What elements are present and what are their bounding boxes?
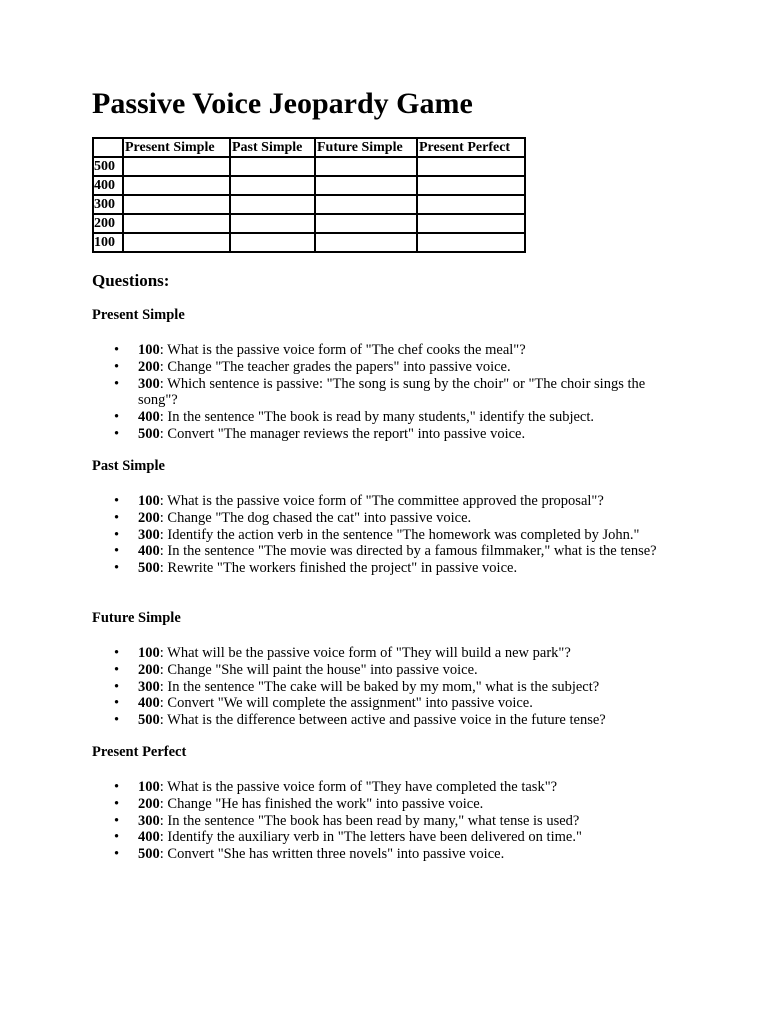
points-label: 200 xyxy=(138,358,160,375)
questions-heading: Questions: xyxy=(92,271,170,290)
list-item xyxy=(92,342,678,359)
board-row xyxy=(93,176,525,195)
bullet-icon: • xyxy=(114,661,120,678)
question-list xyxy=(92,645,692,729)
question-text: : Change "She will paint the house" into passive voice. xyxy=(159,661,478,678)
section-heading: Present Simple xyxy=(92,307,185,323)
board-cell xyxy=(315,176,417,195)
points-label: 400 xyxy=(138,829,160,846)
bullet-icon: • xyxy=(114,678,120,695)
board-cell xyxy=(417,157,525,176)
bullet-icon: • xyxy=(114,493,120,509)
board-cell xyxy=(315,233,417,252)
page-title: Passive Voice Jeopardy Game xyxy=(92,87,473,120)
list-item xyxy=(92,779,678,796)
board-cell xyxy=(230,176,315,195)
board-row xyxy=(93,214,525,233)
bullet-icon: • xyxy=(114,645,120,661)
section-present-simple xyxy=(92,307,692,443)
bullet-icon: • xyxy=(114,779,120,795)
list-item xyxy=(92,712,678,729)
points-label: 100 xyxy=(138,779,160,795)
bullet-icon: • xyxy=(114,526,120,543)
points-label: 400 xyxy=(138,409,160,426)
row-label-400: 400 xyxy=(93,176,123,195)
question-text: : What will be the passive voice form of "They will build a new park"? xyxy=(159,645,571,661)
section-past-simple xyxy=(92,458,692,577)
question-text: : Identify the auxiliary verb in "The letters have been delivered on time." xyxy=(159,829,582,846)
question-text: : Change "He has finished the work" into passive voice. xyxy=(159,795,484,812)
bullet-icon: • xyxy=(114,425,120,442)
question-text: : What is the passive voice form of "The chef cooks the meal"? xyxy=(159,342,526,358)
question-text: : In the sentence "The cake will be baked by my mom," what is the subject? xyxy=(159,678,600,695)
question-text: : Change "The dog chased the cat" into passive voice. xyxy=(159,509,472,526)
bullet-icon: • xyxy=(114,358,120,375)
row-label-100: 100 xyxy=(93,233,123,252)
points-label: 300 xyxy=(138,375,160,392)
question-text: : Change "The teacher grades the papers" into passive voice. xyxy=(159,358,511,375)
section-heading: Future Simple xyxy=(92,610,181,626)
bullet-icon: • xyxy=(114,846,120,863)
bullet-icon: • xyxy=(114,560,120,577)
section-future-simple xyxy=(92,610,692,729)
question-text: : What is the passive voice form of "The committee approved the proposal"? xyxy=(159,493,604,509)
points-label: 200 xyxy=(138,795,160,812)
question-text: : Convert "She has written three novels" into passive voice. xyxy=(159,846,505,863)
row-label-500: 500 xyxy=(93,157,123,176)
question-text: : What is the difference between active and passive voice in the future tense? xyxy=(159,712,606,729)
board-cell xyxy=(230,214,315,233)
board-cell xyxy=(230,195,315,214)
board-row xyxy=(93,195,525,214)
board-row xyxy=(93,157,525,176)
list-item xyxy=(92,510,678,527)
question-text: : Rewrite "The workers finished the project" in passive voice. xyxy=(159,560,518,577)
list-item xyxy=(92,645,678,662)
board-cell xyxy=(417,195,525,214)
bullet-icon: • xyxy=(114,543,120,560)
question-text: : Identify the action verb in the sentence "The homework was completed by John." xyxy=(159,526,640,543)
question-text: : In the sentence "The book has been read by many," what tense is used? xyxy=(159,812,580,829)
list-item xyxy=(92,359,678,376)
bullet-icon: • xyxy=(114,409,120,426)
points-label: 300 xyxy=(138,812,160,829)
board-cell xyxy=(230,157,315,176)
board-cell xyxy=(315,195,417,214)
bullet-icon: • xyxy=(114,695,120,712)
bullet-icon: • xyxy=(114,829,120,846)
list-item xyxy=(92,560,678,577)
column-header-future-simple: Future Simple xyxy=(315,138,417,157)
list-item xyxy=(92,679,678,696)
row-label-200: 200 xyxy=(93,214,123,233)
points-label: 100 xyxy=(138,493,160,509)
list-item xyxy=(92,376,678,410)
list-item xyxy=(92,543,678,560)
question-list xyxy=(92,493,692,577)
board-cell xyxy=(230,233,315,252)
board-cell xyxy=(123,176,230,195)
question-text: : In the sentence "The book is read by many students," identify the subject. xyxy=(159,409,594,426)
board-cell xyxy=(315,214,417,233)
column-header-present-simple: Present Simple xyxy=(123,138,230,157)
board-cell xyxy=(417,176,525,195)
list-item xyxy=(92,796,678,813)
list-item xyxy=(92,662,678,679)
column-header-present-perfect: Present Perfect xyxy=(417,138,525,157)
points-label: 300 xyxy=(138,526,160,543)
row-label-300: 300 xyxy=(93,195,123,214)
question-text: : In the sentence "The movie was directed by a famous filmmaker," what is the tense? xyxy=(159,543,657,560)
board-cell xyxy=(123,214,230,233)
bullet-icon: • xyxy=(114,509,120,526)
jeopardy-board xyxy=(92,137,526,253)
section-heading: Present Perfect xyxy=(92,744,187,760)
question-text: : What is the passive voice form of "They have completed the task"? xyxy=(159,779,558,795)
bullet-icon: • xyxy=(114,812,120,829)
list-item xyxy=(92,813,678,830)
list-item xyxy=(92,409,678,426)
list-item xyxy=(92,527,678,544)
list-item xyxy=(92,846,678,863)
bullet-icon: • xyxy=(114,342,120,358)
points-label: 300 xyxy=(138,678,160,695)
points-label: 500 xyxy=(138,560,160,577)
section-heading: Past Simple xyxy=(92,458,165,474)
question-text: : Convert "We will complete the assignment" into passive voice. xyxy=(159,695,533,712)
board-cell xyxy=(123,157,230,176)
board-cell xyxy=(123,195,230,214)
board-cell xyxy=(417,233,525,252)
bullet-icon: • xyxy=(114,375,120,392)
question-text: : Convert "The manager reviews the report" into passive voice. xyxy=(159,425,526,442)
board-cell xyxy=(315,157,417,176)
points-label: 500 xyxy=(138,846,160,863)
board-header-row xyxy=(93,138,525,157)
bullet-icon: • xyxy=(114,795,120,812)
list-item xyxy=(92,426,678,443)
bullet-icon: • xyxy=(114,712,120,729)
points-label: 400 xyxy=(138,695,160,712)
board-corner-cell xyxy=(93,138,123,157)
points-label: 200 xyxy=(138,661,160,678)
points-label: 500 xyxy=(138,712,160,729)
board-row xyxy=(93,233,525,252)
list-item xyxy=(92,493,678,510)
points-label: 100 xyxy=(138,645,160,661)
section-present-perfect xyxy=(92,744,692,863)
board-cell xyxy=(417,214,525,233)
points-label: 100 xyxy=(138,342,160,358)
column-header-past-simple: Past Simple xyxy=(230,138,315,157)
question-text: : Which sentence is passive: "The song is sung by the choir" or "The choir sings the song"? xyxy=(138,375,646,409)
board-cell xyxy=(123,233,230,252)
points-label: 200 xyxy=(138,509,160,526)
list-item xyxy=(92,829,678,846)
points-label: 400 xyxy=(138,543,160,560)
list-item xyxy=(92,695,678,712)
points-label: 500 xyxy=(138,425,160,442)
question-list xyxy=(92,342,692,443)
question-list xyxy=(92,779,692,863)
